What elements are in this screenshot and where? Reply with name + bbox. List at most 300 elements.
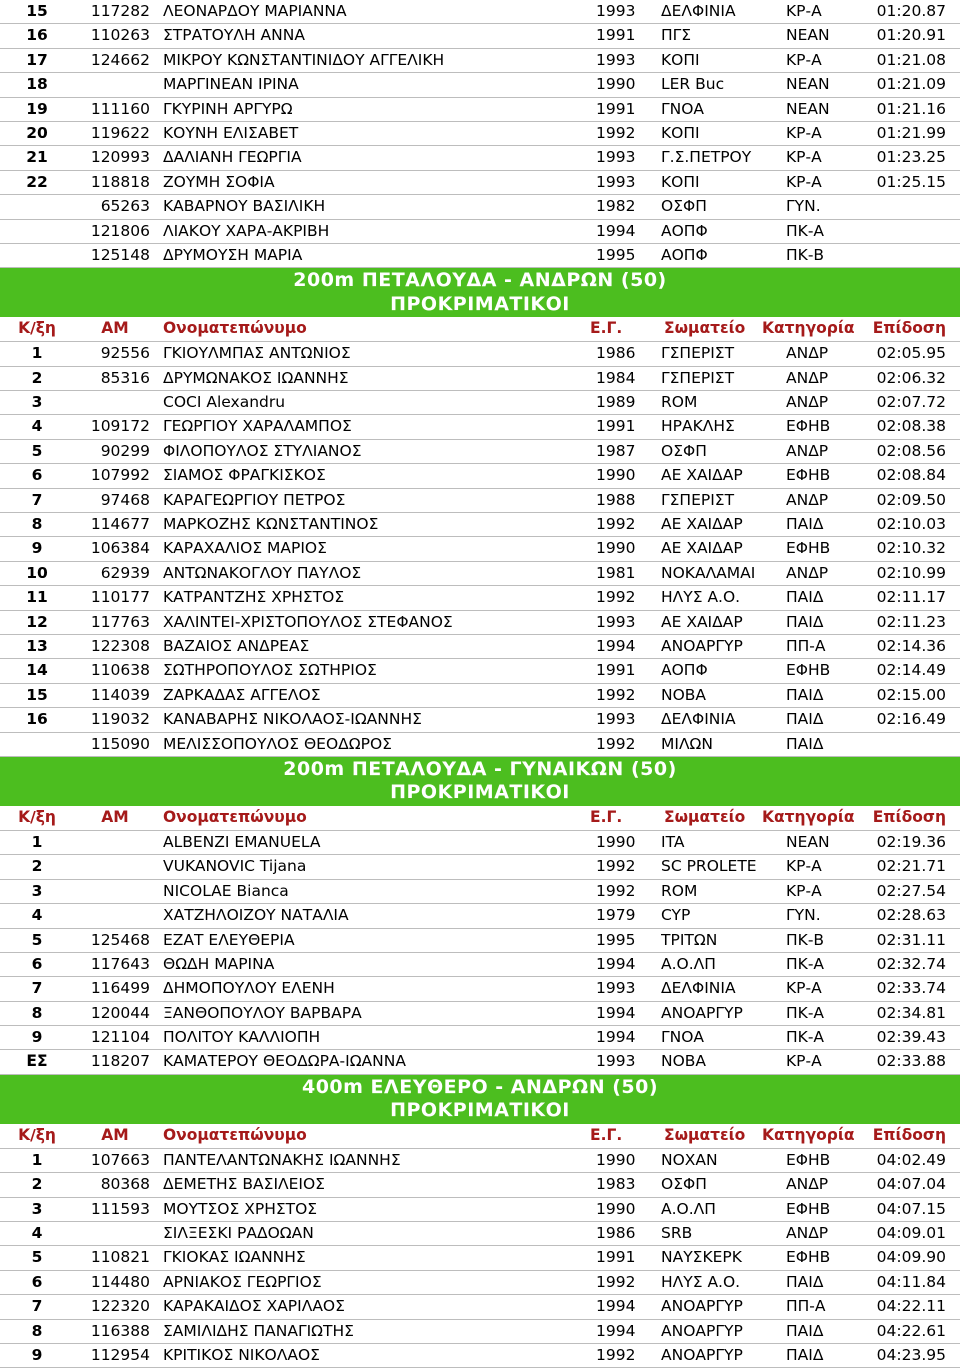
- cell-name: ΣΙΑΜΟΣ ΦΡΑΓΚΙΣΚΟΣ: [163, 466, 326, 485]
- cell-name: ΞΑΝΘΟΠΟΥΛΟΥ ΒΑΡΒΑΡΑ: [163, 1003, 362, 1022]
- cell-club: ΓΝΟΑ: [661, 99, 705, 118]
- cell-pos: 20: [26, 123, 48, 142]
- result-row: [0, 1026, 960, 1050]
- event-section: [0, 757, 960, 1075]
- result-row: [0, 171, 960, 195]
- cell-cat: ΠΠ-Α: [786, 1297, 826, 1316]
- result-row: [0, 733, 960, 757]
- cell-year: 1991: [596, 99, 636, 118]
- cell-club: ΑΕ ΧΑΙΔΑΡ: [661, 539, 743, 558]
- result-row: [0, 440, 960, 464]
- result-row: [0, 1050, 960, 1074]
- cell-am: 92556: [100, 344, 150, 363]
- cell-name: ΛΙΑΚΟΥ ΧΑΡΑ-ΑΚΡΙΒΗ: [163, 221, 330, 240]
- cell-cat: ΚΡ-Α: [786, 148, 822, 167]
- cell-am: 121806: [90, 221, 150, 240]
- cell-club: ΗΛΥΣ Α.Ο.: [661, 588, 741, 607]
- cell-pos: 10: [26, 563, 48, 582]
- cell-club: ΓΣΠΕΡΙΣΤ: [661, 344, 735, 363]
- cell-year: 1986: [596, 1224, 636, 1243]
- event-title: 200m ΠΕΤΑΛΟΥΔΑ - ΑΝΔΡΩΝ (50): [293, 269, 667, 292]
- cell-time: 01:21.16: [876, 99, 946, 118]
- result-row: [0, 1173, 960, 1197]
- result-row: [0, 0, 960, 24]
- cell-name: ΘΩΔΗ ΜΑΡΙΝΑ: [163, 954, 275, 973]
- cell-am: 122308: [90, 636, 150, 655]
- cell-name: ΓΚΙΟΥΛΜΠΑΣ ΑΝΤΩΝΙΟΣ: [163, 344, 351, 363]
- column-header-cat: Κατηγορία: [762, 807, 855, 826]
- cell-year: 1992: [596, 588, 636, 607]
- cell-club: LER Buc: [661, 75, 725, 94]
- column-header-row: [0, 317, 960, 342]
- cell-name: ALBENZI EMANUELA: [163, 832, 321, 851]
- cell-cat: ΠΚ-Α: [786, 1003, 825, 1022]
- result-row: [0, 220, 960, 244]
- cell-cat: ΠΑΙΔ: [786, 710, 824, 729]
- cell-name: ΖΟΥΜΗ ΣΟΦΙΑ: [163, 172, 275, 191]
- column-header-pos: Κ/ξη: [18, 319, 56, 338]
- cell-name: ΛΕΟΝΑΡΔΟΥ ΜΑΡΙΑΝΝΑ: [163, 2, 347, 20]
- cell-cat: ΚΡ-Α: [786, 881, 822, 900]
- cell-year: 1988: [596, 490, 636, 509]
- cell-name: ΠΟΛΙΤΟΥ ΚΑΛΛΙΟΠΗ: [163, 1028, 321, 1047]
- event-subtitle: ΠΡΟΚΡΙΜΑΤΙΚΟΙ: [390, 292, 570, 315]
- cell-name: ΚΑΜΑΤΕΡΟΥ ΘΕΟΔΩΡΑ-ΙΩΑΝΝΑ: [163, 1052, 406, 1071]
- result-row: [0, 831, 960, 855]
- column-header-pos: Κ/ξη: [18, 807, 56, 826]
- cell-club: CYP: [661, 906, 691, 925]
- cell-cat: ΠΑΙΔ: [786, 1321, 824, 1340]
- cell-pos: 6: [31, 466, 43, 485]
- cell-pos: 22: [26, 172, 48, 191]
- cell-time: 02:08.84: [876, 466, 946, 485]
- cell-am: 111160: [90, 99, 150, 118]
- cell-club: ROM: [661, 393, 698, 412]
- cell-pos: 1: [31, 344, 43, 363]
- result-row: [0, 977, 960, 1001]
- cell-cat: ΑΝΔΡ: [786, 490, 829, 509]
- cell-am: 124662: [90, 50, 150, 69]
- cell-name: ΜΕΛΙΣΣΟΠΟΥΛΟΣ ΘΕΟΔΩΡΟΣ: [163, 734, 392, 753]
- cell-year: 1991: [596, 417, 636, 436]
- cell-cat: ΠΑΙΔ: [786, 1272, 824, 1291]
- cell-cat: ΠΑΙΔ: [786, 1345, 824, 1364]
- cell-pos: 16: [26, 26, 48, 45]
- cell-year: 1993: [596, 172, 636, 191]
- cell-cat: ΕΦΗΒ: [786, 1199, 831, 1218]
- cell-time: 02:05.95: [876, 344, 946, 363]
- cell-cat: ΑΝΔΡ: [786, 344, 829, 363]
- cell-time: 02:15.00: [876, 685, 946, 704]
- result-row: [0, 391, 960, 415]
- cell-am: 125468: [90, 930, 150, 949]
- event-title: 400m ΕΛΕΥΘΕΡΟ - ΑΝΔΡΩΝ (50): [301, 1075, 659, 1098]
- cell-club: ΑΕ ΧΑΙΔΑΡ: [661, 612, 743, 631]
- cell-name: ΓΚΙΟΚΑΣ ΙΩΑΝΝΗΣ: [163, 1248, 306, 1267]
- cell-name: ΔΡΥΜΟΥΣΗ ΜΑΡΙΑ: [163, 245, 303, 264]
- cell-pos: 15: [26, 2, 48, 20]
- cell-am: 115090: [90, 734, 150, 753]
- cell-pos: 2: [31, 1175, 43, 1194]
- cell-am: 110263: [90, 26, 150, 45]
- cell-time: 02:16.49: [876, 710, 946, 729]
- cell-year: 1992: [596, 123, 636, 142]
- cell-year: 1993: [596, 612, 636, 631]
- cell-cat: ΕΦΗΒ: [786, 539, 831, 558]
- cell-year: 1992: [596, 685, 636, 704]
- result-row: [0, 684, 960, 708]
- cell-time: 01:20.91: [876, 26, 946, 45]
- result-row: [0, 635, 960, 659]
- cell-name: COCI Alexandru: [163, 393, 286, 412]
- cell-club: ΑΝΟΑΡΓΥΡ: [661, 636, 743, 655]
- cell-name: ΔΑΛΙΑΝΗ ΓΕΩΡΓΙΑ: [163, 148, 302, 167]
- cell-club: ΠΓΣ: [661, 26, 692, 45]
- cell-club: ΔΕΛΦΙΝΙΑ: [661, 710, 736, 729]
- column-header-am: ΑΜ: [101, 807, 129, 826]
- cell-year: 1995: [596, 245, 636, 264]
- cell-pos: 5: [31, 441, 43, 460]
- cell-pos: 6: [31, 954, 43, 973]
- cell-cat: ΑΝΔΡ: [786, 1175, 829, 1194]
- cell-time: 02:14.36: [876, 636, 946, 655]
- cell-pos: 11: [26, 588, 48, 607]
- cell-club: ΑΟΠΦ: [661, 221, 708, 240]
- cell-pos: 3: [31, 393, 43, 412]
- cell-am: 117643: [90, 954, 150, 973]
- event-banner: [0, 757, 960, 806]
- cell-pos: 2: [31, 857, 43, 876]
- cell-time: 04:22.61: [876, 1321, 946, 1340]
- result-row: [0, 1149, 960, 1173]
- cell-time: 02:11.17: [876, 588, 946, 607]
- cell-am: 110821: [90, 1248, 150, 1267]
- cell-year: 1994: [596, 1321, 636, 1340]
- cell-cat: ΚΡ-Α: [786, 2, 822, 20]
- cell-name: ΣΑΜΙΛΙΔΗΣ ΠΑΝΑΓΙΩΤΗΣ: [163, 1321, 354, 1340]
- result-row: [0, 953, 960, 977]
- cell-year: 1992: [596, 734, 636, 753]
- cell-name: ΚΑΡΑΧΑΛΙΟΣ ΜΑΡΙΟΣ: [163, 539, 327, 558]
- cell-name: ΜΟΥΤΣΟΣ ΧΡΗΣΤΟΣ: [163, 1199, 318, 1218]
- cell-cat: ΠΚ-Β: [786, 245, 825, 264]
- cell-time: 02:14.49: [876, 661, 946, 680]
- cell-am: 110638: [90, 661, 150, 680]
- cell-year: 1994: [596, 636, 636, 655]
- column-header-time: Επίδοση: [872, 319, 946, 338]
- cell-year: 1990: [596, 1150, 636, 1169]
- cell-cat: ΝΕΑΝ: [786, 26, 830, 45]
- result-row: [0, 659, 960, 683]
- event-section: [0, 1075, 960, 1368]
- cell-year: 1991: [596, 1248, 636, 1267]
- cell-time: 04:23.95: [876, 1345, 946, 1364]
- cell-pos: 13: [26, 636, 48, 655]
- cell-cat: ΕΦΗΒ: [786, 661, 831, 680]
- cell-year: 1979: [596, 906, 636, 925]
- column-header-name: Ονοματεπώνυμο: [163, 319, 307, 338]
- cell-am: 121104: [90, 1028, 150, 1047]
- cell-name: ΚΑΒΑΡΝΟΥ ΒΑΣΙΛΙΚΗ: [163, 197, 326, 216]
- cell-club: ΤΡΙΤΩΝ: [661, 930, 718, 949]
- cell-cat: ΚΡ-Α: [786, 1052, 822, 1071]
- cell-year: 1993: [596, 979, 636, 998]
- cell-am: 107663: [90, 1150, 150, 1169]
- column-header-time: Επίδοση: [872, 807, 946, 826]
- cell-am: 90299: [100, 441, 150, 460]
- cell-am: 116499: [90, 979, 150, 998]
- cell-club: ΚΟΠΙ: [661, 50, 700, 69]
- cell-pos: 6: [31, 1272, 43, 1291]
- cell-pos: 7: [31, 979, 43, 998]
- result-row: [0, 1198, 960, 1222]
- cell-year: 1993: [596, 148, 636, 167]
- cell-pos: 1: [31, 832, 43, 851]
- result-row: [0, 562, 960, 586]
- column-header-club: Σωματείο: [664, 1125, 746, 1144]
- cell-time: 01:25.15: [876, 172, 946, 191]
- cell-pos: 2: [31, 368, 43, 387]
- cell-club: ΑΕ ΧΑΙΔΑΡ: [661, 515, 743, 534]
- cell-year: 1990: [596, 832, 636, 851]
- result-row: [0, 464, 960, 488]
- cell-pos: 16: [26, 710, 48, 729]
- cell-club: ΓΣΠΕΡΙΣΤ: [661, 490, 735, 509]
- cell-name: ΜΑΡΚΟΖΗΣ ΚΩΝΣΤΑΝΤΙΝΟΣ: [163, 515, 379, 534]
- cell-pos: 9: [31, 1028, 43, 1047]
- cell-year: 1994: [596, 1297, 636, 1316]
- cell-time: 02:33.88: [876, 1052, 946, 1071]
- cell-club: ΜΙΛΩΝ: [661, 734, 713, 753]
- cell-name: ΜΑΡΓΙΝΕΑΝ ΙΡΙΝΑ: [163, 75, 299, 94]
- cell-club: ΝΟΒΑ: [661, 685, 707, 704]
- cell-am: 117282: [90, 2, 150, 20]
- cell-club: ΗΛΥΣ Α.Ο.: [661, 1272, 741, 1291]
- cell-am: 80368: [100, 1175, 150, 1194]
- result-row: [0, 24, 960, 48]
- cell-pos: 8: [31, 1321, 43, 1340]
- cell-year: 1984: [596, 368, 636, 387]
- cell-year: 1992: [596, 857, 636, 876]
- cell-name: ΚΑΝΑΒΑΡΗΣ ΝΙΚΟΛΑΟΣ-ΙΩΑΝΝΗΣ: [163, 710, 422, 729]
- event-subtitle: ΠΡΟΚΡΙΜΑΤΙΚΟΙ: [390, 1099, 570, 1122]
- result-row: [0, 929, 960, 953]
- cell-cat: ΚΡ-Α: [786, 123, 822, 142]
- cell-am: 120993: [90, 148, 150, 167]
- cell-name: ΑΡΝΙΑΚΟΣ ΓΕΩΡΓΙΟΣ: [163, 1272, 322, 1291]
- result-row: [0, 586, 960, 610]
- cell-year: 1992: [596, 1272, 636, 1291]
- cell-time: 01:21.08: [876, 50, 946, 69]
- cell-name: ΓΕΩΡΓΙΟΥ ΧΑΡΑΛΑΜΠΟΣ: [163, 417, 352, 436]
- cell-pos: 19: [26, 99, 48, 118]
- cell-cat: ΚΡ-Α: [786, 857, 822, 876]
- cell-cat: ΠΠ-Α: [786, 636, 826, 655]
- cell-year: 1993: [596, 2, 636, 20]
- result-row: [0, 1320, 960, 1344]
- cell-cat: ΝΕΑΝ: [786, 75, 830, 94]
- cell-club: SC PROLETE: [661, 857, 757, 876]
- column-header-pos: Κ/ξη: [18, 1125, 56, 1144]
- cell-pos: 3: [31, 1199, 43, 1218]
- cell-am: 114480: [90, 1272, 150, 1291]
- cell-cat: ΠΑΙΔ: [786, 612, 824, 631]
- cell-year: 1990: [596, 75, 636, 94]
- cell-name: ΚΡΙΤΙΚΟΣ ΝΙΚΟΛΑΟΣ: [163, 1345, 320, 1364]
- cell-time: 02:10.03: [876, 515, 946, 534]
- cell-club: Γ.Σ.ΠΕΤΡΟΥ: [661, 148, 752, 167]
- cell-am: 119622: [90, 123, 150, 142]
- cell-cat: ΑΝΔΡ: [786, 441, 829, 460]
- cell-pos: 4: [31, 417, 43, 436]
- cell-club: ΟΣΦΠ: [661, 1175, 707, 1194]
- cell-year: 1994: [596, 221, 636, 240]
- cell-time: 02:10.99: [876, 563, 946, 582]
- cell-cat: ΠΚ-Β: [786, 930, 825, 949]
- cell-club: ΝΟΚΑΛΑΜΑΙ: [661, 563, 756, 582]
- cell-year: 1994: [596, 1028, 636, 1047]
- cell-cat: ΠΑΙΔ: [786, 588, 824, 607]
- cell-am: 111593: [90, 1199, 150, 1218]
- cell-pos: 5: [31, 930, 43, 949]
- result-row: [0, 708, 960, 732]
- cell-pos: 21: [26, 148, 48, 167]
- cell-club: SRB: [661, 1224, 693, 1243]
- cell-pos: 7: [31, 1297, 43, 1316]
- cell-am: 62939: [100, 563, 150, 582]
- cell-time: 01:21.99: [876, 123, 946, 142]
- cell-club: ITA: [661, 832, 685, 851]
- cell-time: 04:09.90: [876, 1248, 946, 1267]
- cell-year: 1994: [596, 954, 636, 973]
- cell-year: 1982: [596, 197, 636, 216]
- cell-cat: ΚΡ-Α: [786, 50, 822, 69]
- cell-year: 1990: [596, 1199, 636, 1218]
- cell-club: ΟΣΦΠ: [661, 441, 707, 460]
- cell-am: 85316: [100, 368, 150, 387]
- cell-club: ΑΟΠΦ: [661, 661, 708, 680]
- cell-am: 116388: [90, 1321, 150, 1340]
- cell-club: ΑΝΟΑΡΓΥΡ: [661, 1297, 743, 1316]
- result-row: [0, 1246, 960, 1270]
- cell-am: 112954: [90, 1345, 150, 1364]
- cell-cat: ΕΦΗΒ: [786, 1150, 831, 1169]
- result-row: [0, 146, 960, 170]
- cell-time: 02:07.72: [876, 393, 946, 412]
- result-row: [0, 1295, 960, 1319]
- cell-name: ΒΑΖΑΙΟΣ ΑΝΔΡΕΑΣ: [163, 636, 310, 655]
- cell-time: 04:09.01: [876, 1224, 946, 1243]
- cell-name: ΑΝΤΩΝΑΚΟΓΛΟΥ ΠΑΥΛΟΣ: [163, 563, 362, 582]
- cell-cat: ΚΡ-Α: [786, 979, 822, 998]
- cell-cat: ΕΦΗΒ: [786, 417, 831, 436]
- cell-am: 118207: [90, 1052, 150, 1071]
- cell-cat: ΠΑΙΔ: [786, 685, 824, 704]
- cell-name: VUKANOVIC Tijana: [163, 857, 307, 876]
- cell-name: ΔΗΜΟΠΟΥΛΟΥ ΕΛΕΝΗ: [163, 979, 335, 998]
- cell-club: ΝΑΥΣΚΕΡΚ: [661, 1248, 742, 1267]
- cell-name: ΦΙΛΟΠΟΥΛΟΣ ΣΤΥΛΙΑΝΟΣ: [163, 441, 362, 460]
- cell-time: 02:08.56: [876, 441, 946, 460]
- cell-am: 122320: [90, 1297, 150, 1316]
- cell-am: 65263: [100, 197, 150, 216]
- cell-time: 02:28.63: [876, 906, 946, 925]
- event-subtitle: ΠΡΟΚΡΙΜΑΤΙΚΟΙ: [390, 781, 570, 804]
- column-header-am: ΑΜ: [101, 1125, 129, 1144]
- cell-time: 02:09.50: [876, 490, 946, 509]
- cell-cat: ΓΥΝ.: [786, 197, 821, 216]
- cell-am: 107992: [90, 466, 150, 485]
- cell-time: 04:07.15: [876, 1199, 946, 1218]
- column-header-cat: Κατηγορία: [762, 319, 855, 338]
- cell-club: ΑΝΟΑΡΓΥΡ: [661, 1321, 743, 1340]
- cell-year: 1991: [596, 661, 636, 680]
- cell-name: ΣΙΛΞΕΣΚΙ ΡΑΔΟΩΑΝ: [163, 1224, 314, 1243]
- cell-name: ΖΑΡΚΑΔΑΣ ΑΓΓΕΛΟΣ: [163, 685, 321, 704]
- result-row: [0, 122, 960, 146]
- event-section: [0, 0, 960, 268]
- cell-cat: ΠΑΙΔ: [786, 734, 824, 753]
- column-header-year: Ε.Γ.: [590, 807, 623, 826]
- cell-club: ΝΟΒΑ: [661, 1052, 707, 1071]
- cell-club: Α.Ο.ΛΠ: [661, 954, 716, 973]
- cell-am: 106384: [90, 539, 150, 558]
- cell-time: 02:08.38: [876, 417, 946, 436]
- cell-name: ΚΟΥΝΗ ΕΛΙΣΑΒΕΤ: [163, 123, 299, 142]
- result-row: [0, 244, 960, 268]
- cell-pos: 18: [26, 75, 48, 94]
- cell-pos: ΕΣ: [26, 1052, 48, 1071]
- cell-club: ΚΟΠΙ: [661, 123, 700, 142]
- cell-am: 114677: [90, 515, 150, 534]
- cell-club: ΗΡΑΚΛΗΣ: [661, 417, 735, 436]
- cell-cat: ΑΝΔΡ: [786, 1224, 829, 1243]
- cell-am: 109172: [90, 417, 150, 436]
- cell-time: 02:39.43: [876, 1028, 946, 1047]
- cell-am: 110177: [90, 588, 150, 607]
- cell-pos: 14: [26, 661, 48, 680]
- result-row: [0, 73, 960, 97]
- result-row: [0, 367, 960, 391]
- cell-cat: ΝΕΑΝ: [786, 99, 830, 118]
- result-row: [0, 904, 960, 928]
- cell-name: NICOLAE Bianca: [163, 881, 289, 900]
- cell-cat: ΚΡ-Α: [786, 172, 822, 191]
- column-header-cat: Κατηγορία: [762, 1125, 855, 1144]
- cell-name: ΚΑΤΡΑΝΤΖΗΣ ΧΡΗΣΤΟΣ: [163, 588, 345, 607]
- cell-time: 04:07.04: [876, 1175, 946, 1194]
- cell-am: 119032: [90, 710, 150, 729]
- cell-pos: 7: [31, 490, 43, 509]
- event-title: 200m ΠΕΤΑΛΟΥΔΑ - ΓΥΝΑΙΚΩΝ (50): [283, 757, 677, 780]
- cell-pos: 8: [31, 1003, 43, 1022]
- result-row: [0, 1002, 960, 1026]
- cell-pos: 15: [26, 685, 48, 704]
- cell-name: ΧΑΛΙΝΤΕΙ-ΧΡΙΣΤΟΠΟΥΛΟΣ ΣΤΕΦΑΝΟΣ: [163, 612, 453, 631]
- cell-name: ΜΙΚΡΟΥ ΚΩΝΣΤΑΝΤΙΝΙΔΟΥ ΑΓΓΕΛΙΚΗ: [163, 50, 445, 69]
- cell-year: 1990: [596, 539, 636, 558]
- cell-time: 02:34.81: [876, 1003, 946, 1022]
- event-banner: [0, 1075, 960, 1124]
- result-row: [0, 1344, 960, 1368]
- cell-club: Α.Ο.ΛΠ: [661, 1199, 716, 1218]
- cell-am: 97468: [100, 490, 150, 509]
- cell-time: 02:27.54: [876, 881, 946, 900]
- result-row: [0, 513, 960, 537]
- cell-time: 01:21.09: [876, 75, 946, 94]
- cell-pos: 1: [31, 1150, 43, 1169]
- result-row: [0, 49, 960, 73]
